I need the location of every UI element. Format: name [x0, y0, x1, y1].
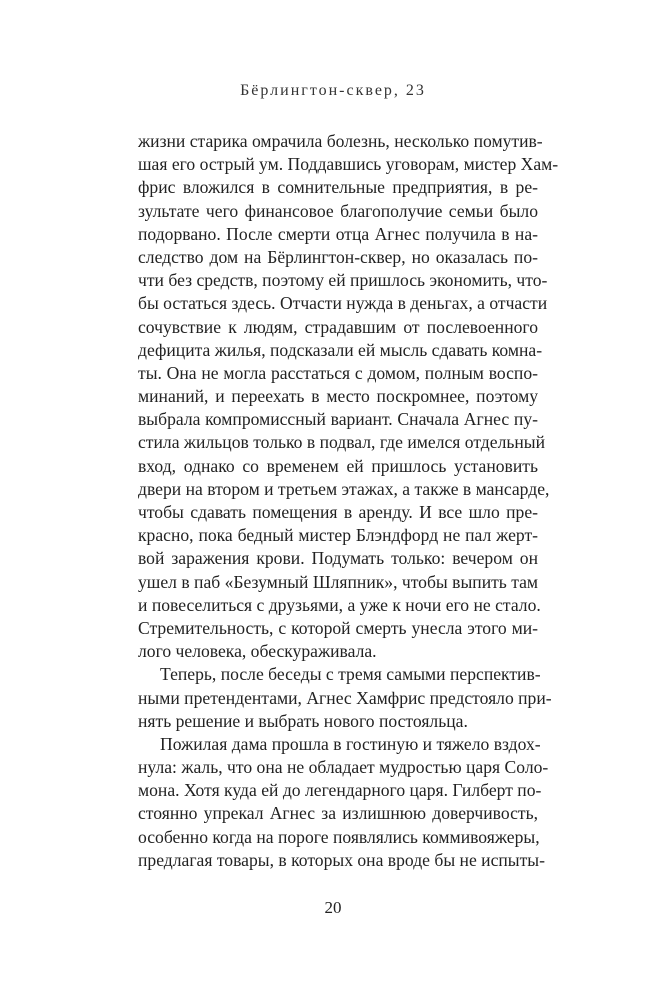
text-line: предлагая товары, в которых она вроде бы не испыты- — [138, 849, 545, 870]
text-line: нула: жаль, что она не обладает мудростью царя Соло- — [138, 757, 549, 778]
text-line: сочувствие к людям, страдавшим от послевоенного — [138, 316, 538, 337]
text-line: красно, пока бедный мистер Блэндфорд не пал жерт- — [138, 525, 538, 546]
text-line: выбрала компромиссный вариант. Сначала Агнес пу- — [138, 409, 538, 430]
text-line: шая его острый ум. Поддавшись уговорам, мистер Хам- — [138, 154, 559, 175]
text-line: стоянно упрекал Агнес за излишнюю доверчивость, — [138, 803, 538, 824]
text-line: чтобы сдавать помещения в аренду. И все шло пре- — [138, 502, 538, 522]
text-line: чти без средств, поэтому ей пришлось экономить, что- — [138, 270, 548, 291]
text-line: ными претендентами, Агнес Хамфрис предстояло при- — [138, 687, 552, 708]
text-line: Теперь, после беседы с тремя самыми перспектив- — [160, 664, 541, 685]
text-line: вход, однако со временем ей пришлось установить — [138, 455, 538, 476]
running-header: Бёрлингтон-сквер, 23 — [240, 82, 426, 99]
text-line: зультате чего финансовое благополучие семьи было — [138, 200, 538, 221]
text-line: и повеселиться с друзьями, а уже к ночи его не стало. — [138, 594, 541, 615]
text-line: подорвано. После смерти отца Агнес получила в на- — [138, 223, 538, 244]
text-line: дефицита жилья, подсказали ей мысль сдавать комна- — [138, 339, 543, 360]
text-line: Стремительность, с которой смерть унесла этого ми- — [138, 617, 538, 638]
text-line: двери на втором и третьем этажах, а также в мансарде, — [138, 478, 550, 499]
text-line: особенно когда на пороге появлялись коммивояжеры, — [138, 826, 540, 847]
text-line: ты. Она не могла расстаться с домом, полным воспо- — [138, 362, 538, 383]
text-line: фрис вложился в сомнительные предприятия, в ре- — [138, 177, 538, 198]
text-line: нять решение и выбрать нового постояльца. — [138, 710, 468, 731]
body-text — [138, 130, 559, 872]
text-line: лого человека, обескураживала. — [138, 641, 377, 662]
page-number: 20 — [324, 898, 342, 917]
text-line: минаний, и переехать в место поскромнее, поэтому — [138, 386, 538, 407]
text-line: бы остаться здесь. Отчасти нужда в деньгах, а отчасти — [138, 293, 548, 314]
text-line: стила жильцов только в подвал, где имелся отдельный — [138, 432, 546, 453]
text-line: жизни старика омрачила болезнь, несколько помутив- — [138, 131, 543, 151]
text-line: мона. Хотя куда ей до легендарного царя. Гилберт по- — [138, 780, 542, 801]
text-line: вой заражения крови. Подумать только: вечером он — [138, 548, 538, 569]
text-line: Пожилая дама прошла в гостиную и тяжело вздох- — [160, 733, 541, 754]
text-line: ушел в паб «Безумный Шляпник», чтобы выпить там — [138, 571, 539, 592]
text-line: следство дом на Бёрлингтон-сквер, но оказалась по- — [138, 246, 538, 267]
